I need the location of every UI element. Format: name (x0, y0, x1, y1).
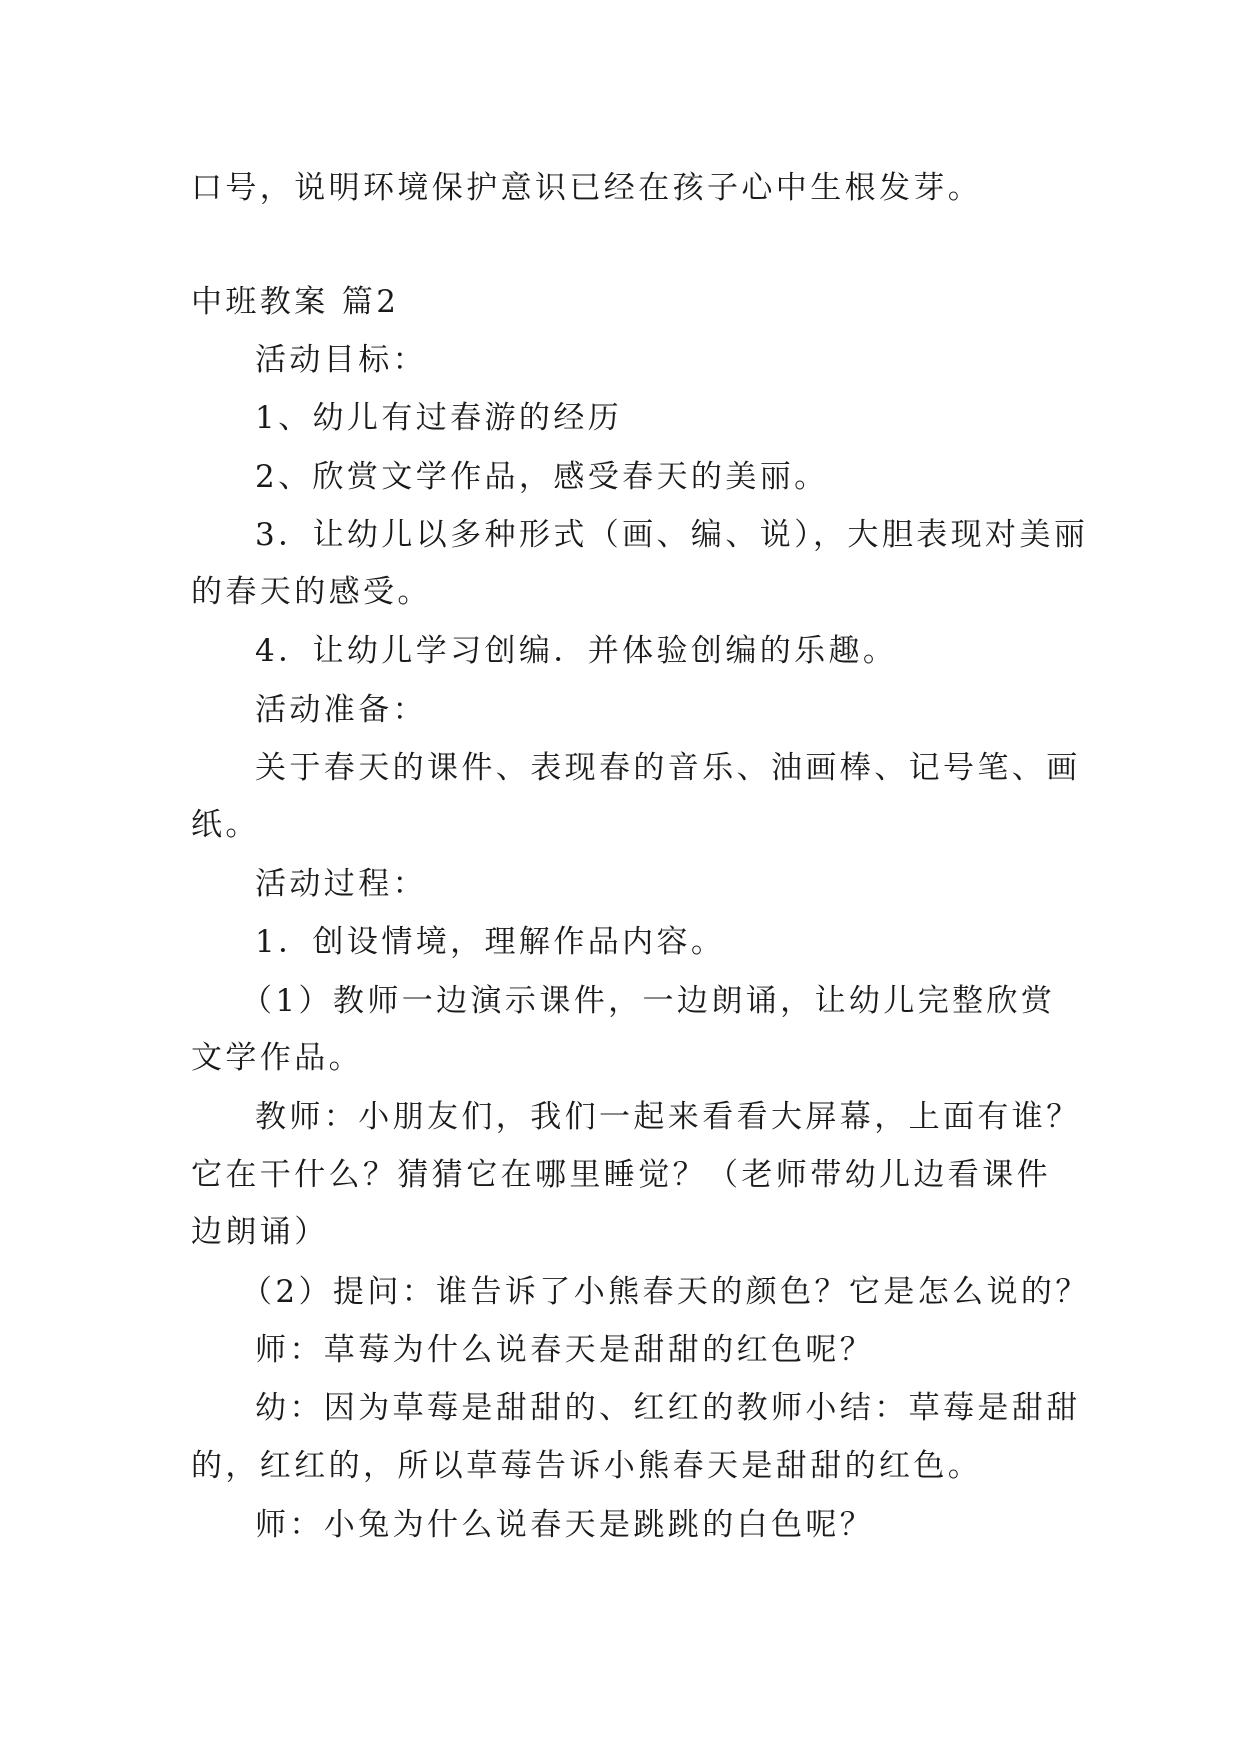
paragraph-line: 的春天的感受。 (191, 574, 432, 610)
paragraph-line: 纸。 (191, 807, 260, 843)
paragraph-line: 1．创设情境，理解作品内容。 (255, 924, 726, 960)
paragraph-line: 3．让幼儿以多种形式（画、编、说），大胆表现对美丽 (255, 517, 1089, 553)
subheading-activity-goals: 活动目标： (255, 342, 427, 378)
paragraph-line: 口号，说明环境保护意识已经在孩子心中生根发芽。 (191, 170, 983, 206)
paragraph-line: 文学作品。 (191, 1040, 363, 1076)
paragraph-line: 师：小兔为什么说春天是跳跳的白色呢？ (255, 1507, 875, 1543)
paragraph-line: 关于春天的课件、表现春的音乐、油画棒、记号笔、画 (255, 750, 1081, 786)
subheading-activity-process: 活动过程： (255, 866, 427, 902)
paragraph-line: 的，红红的，所以草莓告诉小熊春天是甜甜的红色。 (191, 1448, 983, 1484)
paragraph-line: （1）教师一边演示课件，一边朗诵，让幼儿完整欣赏 (241, 983, 1056, 1019)
section-heading: 中班教案 篇2 (191, 284, 400, 320)
paragraph-line: 1、幼儿有过春游的经历 (255, 400, 623, 436)
subheading-activity-preparation: 活动准备： (255, 692, 427, 728)
paragraph-line: 幼：因为草莓是甜甜的、红红的教师小结：草莓是甜甜 (255, 1390, 1081, 1426)
paragraph-line: 教师：小朋友们，我们一起来看看大屏幕，上面有谁？ (255, 1099, 1081, 1135)
paragraph-line: 师：草莓为什么说春天是甜甜的红色呢？ (255, 1332, 875, 1368)
paragraph-line: 4．让幼儿学习创编．并体验创编的乐趣。 (255, 633, 898, 669)
paragraph-line: 2、欣赏文学作品，感受春天的美丽。 (255, 459, 829, 495)
paragraph-line: （2）提问：谁告诉了小熊春天的颜色？它是怎么说的？ (241, 1274, 1090, 1310)
paragraph-line: 边朗诵） (191, 1214, 329, 1250)
paragraph-line: 它在干什么？猜猜它在哪里睡觉？（老师带幼儿边看课件 (191, 1157, 1051, 1193)
